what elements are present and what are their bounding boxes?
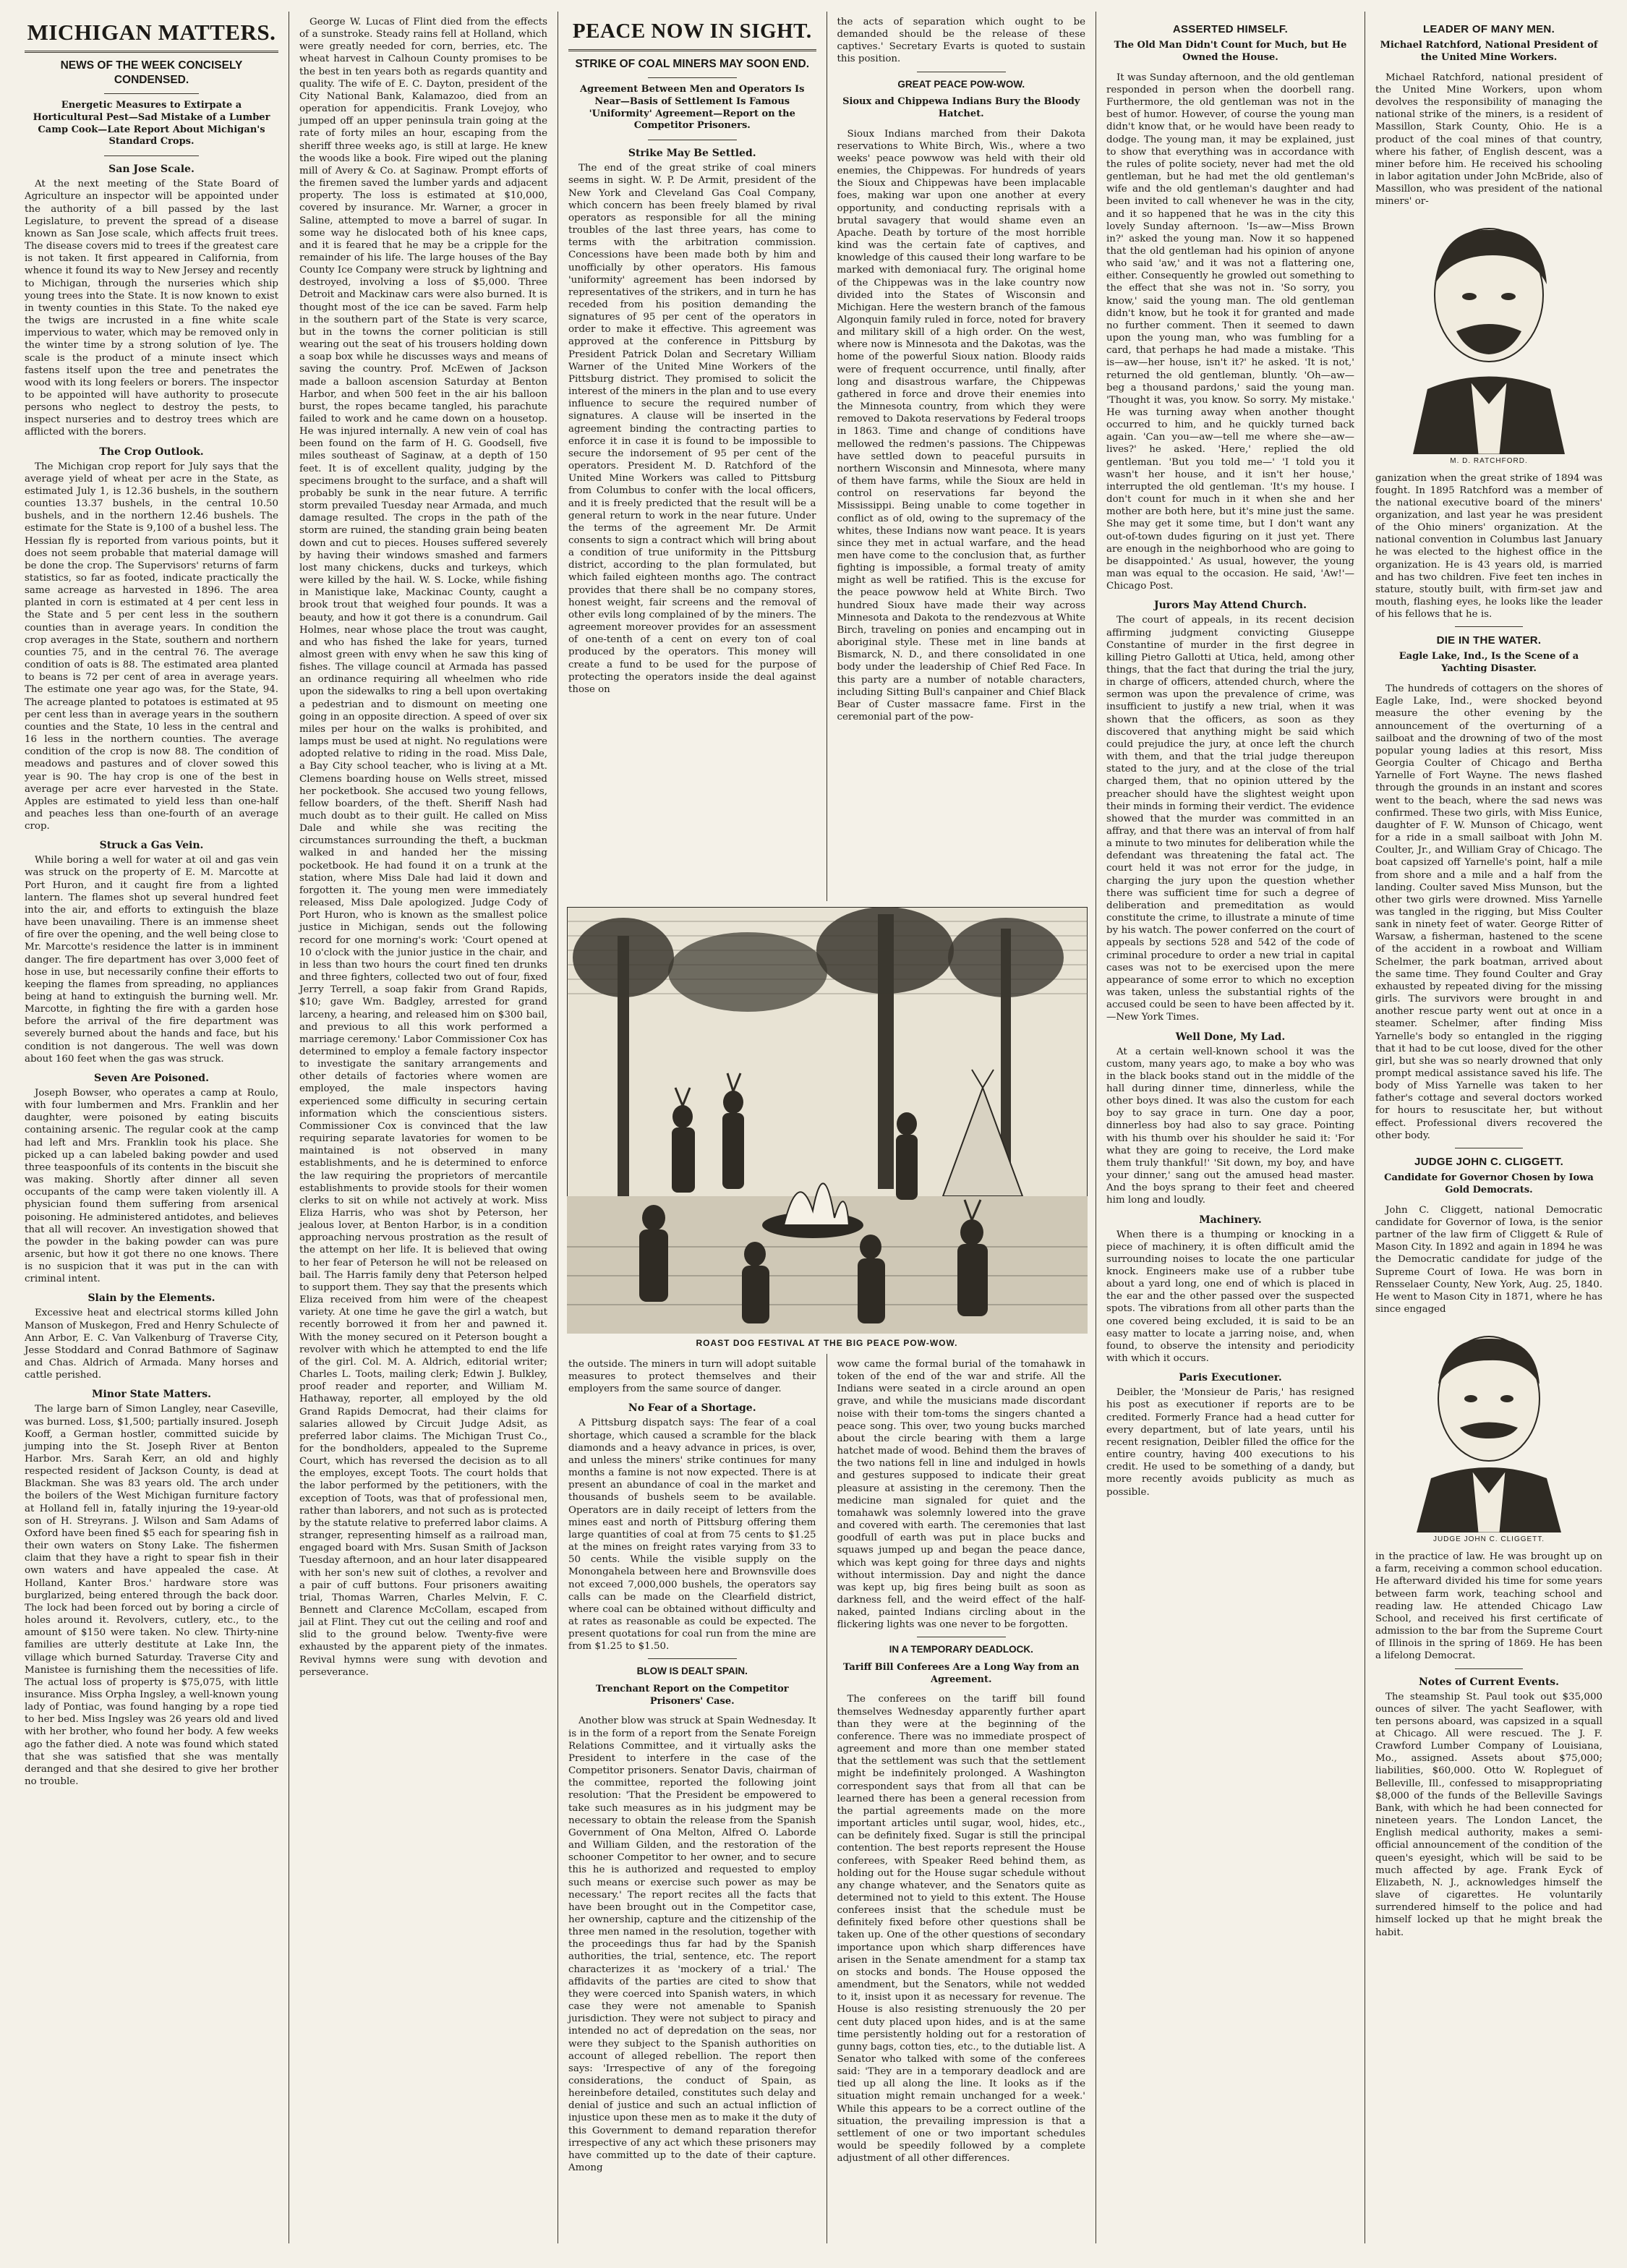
article-text: Michael Ratchford, national president of the United Mine Workers, upon whom devolves the responsibility of managing the national strike of the miners, is a resident of Massillon, Stark County, Ohio. He is a product of the coal mines of that country, where his father, of English descent, was a miner before him. He received his schooling in labor agitation under John McBride, also of Massillon, who was president of the national miners' or- bbox=[1375, 72, 1602, 208]
subdeck: The Old Man Didn't Count for Much, but He Owned the House. bbox=[1114, 40, 1347, 63]
column-powwow-bottom bbox=[827, 1354, 1096, 2243]
column-powwow-top bbox=[827, 12, 1096, 901]
article-text: At a certain well-known school it was the custom, many years ago, to make a boy who was in the black books stand out in the middle of the hall during dinner time, dinnerless, while the other boys dined. It was also the custom for each boy to say grace in turn. One day a poor, dinnerless boy had also to say grace. Pointing with his thumb over his shoulder he said it: 'For what they are going to receive, the Lord make them truly thankful!' 'Sit down, my boy, and have your dinner,' sang out the amused head master. And the boys sprang to their feet and cheered him long and loudly. bbox=[1106, 1046, 1354, 1206]
section-head: Strike May Be Settled. bbox=[628, 148, 756, 160]
deck-strike-end: STRIKE OF COAL MINERS MAY SOON END. bbox=[575, 57, 810, 70]
column-asserted-himself bbox=[1096, 12, 1365, 2243]
article-text: The large barn of Simon Langley, near Caseville, was burned. Loss, $1,500; partially insured. Joseph Kooff, a German hostler, committed suicide by jumping into the St. Joseph River at Benton Harbor. Mrs. Sarah Kerr, an old and highly respected resident of Jackson County, is dead at Blackman. She was 83 years old. The arch under the boilers of the West Michigan furniture factory at Holland fell in, fatally injuring the 19-year-old son of H. Streyrans. J. Wilson and Sam Adams of Oxford have been fined $5 each for spearing fish in their own waters on Stony Lake. The fishermen claim that they have a right to spear fish in their own waters and have appealed the case. At Holland, Kanter Bros.' hardware store was burglarized, being entered through the back door. The lock had been forced out by boring a circle of holes around it. Revolvers, cutlery, etc., to the amount of $150 were taken. No clew. Thirty-nine families are utterly destitute at Lake Inn, the village which burned Saturday. Traverse City and Manistee is furnishing them the necessities of life. The actual loss of property is $75,075, with little insurance. Miss Orpha Ingsley, a well-known young lady of Pontiac, was found hanging by a rope tied to her bed. Miss Ingsley was 26 years old and lived with her brother, who found her body. A few weeks ago the father died. A note was found which stated that she was satisfied that she was mentally deranged and that she desired to give her brother no trouble. bbox=[25, 1404, 278, 1788]
article-text: ganization when the great strike of 1894 was fought. In 1895 Ratchford was a member of the national executive board of the miners' organization, and last year he was president of the Ohio miners' organization. At the national convention in Columbus last January he was elected to the highest office in the organization. He is 43 years old, is married and has two children. Five feet ten inches in stature, stoutly built, with firm-set jaw and mouth, flashing eyes, he looks like the leader of his fellows that he is. bbox=[1375, 472, 1602, 621]
headline-asserted-himself: ASSERTED HIMSELF. bbox=[1172, 23, 1289, 35]
article-text: George W. Lucas of Flint died from the effects of a sunstroke. Steady rains fell at Holland, which were greatly needed for corn, berries, etc. The wheat harvest in Calhoun County promises to be the best in ten years both as regards quantity and quality. The wife of E. C. Dayton, president of the City National Bank, Kalamazoo, died from an operation for appendicitis. Frank Lovejoy, who jumped off an upper peninsula train going at the rate of forty miles an hour, escaping from the sheriff three weeks ago, is still at large. He knew the woods like a book. Fire wiped out the planing mill of Avery & Co. at Saginaw. Prompt efforts of the firemen saved the lumber yards and adjacent property. The loss is estimated at $10,000, covered by insurance. Mr. Warner, a grocer in Saline, attempted to move a barrel of sugar. In some way he dislocated both of his knee caps, and it is feared that he may be a cripple for the remainder of his life. The large houses of the Bay County Ice Company were struck by lightning and destroyed, involving a loss of $5,000. Three Detroit and Mackinaw cars were also burned. It is thought most of the ice can be saved. Farm help in the southern part of the State is very scarce, but in the towns the corner politician is still wearing out the seat of his trousers holding down a soap box while he discusses ways and means of saving the country. Prof. McEwen of Jackson made a balloon ascension Saturday at Benton Harbor, and when 500 feet in the air his balloon burst, the ropes became tangled, his parachute failed to work and he came down on a housetop. He was injured internally. A new vein of coal has been found on the farm of H. G. Goodsell, five miles southeast of Saginaw, at a depth of 150 feet. It is of excellent quality, judging by the specimens brought to the surface, and a shaft will probably be sunk in the near future. A terrific storm prevailed Tuesday near Armada, and much damage resulted. The crops in the path of the storm are ruined, the standing grain being beaten down and cut to pieces. Houses suffered severely by having their windows smashed and farmers lost many chickens, ducks and turkeys, which were killed by the hail. W. S. Locke, while fishing in Manistique lake, Mackinac County, caught a brook trout that weighed four pounds. It was a beauty, and how it got there is a conundrum. Gail Holmes, near whose place the trout was caught, and who has fished the lake for years, turned almost green with envy when he saw this king of fishes. The village council at Armada has passed an ordinance requiring all wheelmen who ride upon the sidewalks to ring a bell upon overtaking a pedestrian and to dismount on meeting one going in an opposite direction. A speed of over six miles per hour on the walks is prohibited, and lamps must be used at night. No regulations were adopted relative to riding in the road. Miss Dale, a Bay City school teacher, who is living at a Mt. Clemens boarding house on Wells street, missed her pocketbook. She accused two young fellows, fellow boarders, of the theft. Sheriff Nash had much doubt as to their guilt. He called on Miss Dale and while she was reciting the circumstances surrounding the theft, a buckman walked in and handed her the missing pocketbook. He had found it on a trunk at the station, where Miss Dale had laid it down and forgotten it. The young men were immediately released, Miss Dale apologized. Judge Cody of Port Huron, who is known as the smallest police justice in Michigan, sends out the following record for one morning's work: 'Court opened at 10 o'clock with the junior justice in the chair, and in less than two hours the court fined ten drunks and three fighters, collected two out of four, fixed Jerry Terrell, a soap fakir from Grand Rapids, $10; gave Wm. Badgley, arrested for grand larceny, a hearing, and released him on $300 bail, and previous to all this work performed a marriage ceremony.' Labor Commissioner Cox has determined to employ a female factory inspector to investigate the sanitary arrangements and other details of factories where women are employed, the male inspectors having experienced some difficulty in securing certain information which the conscientious sisters. Commissioner Cox is convinced that the law requiring separate lavatories for women to be maintained is not observed in many establishments, and he is determined to enforce the law requiring the proprietors of mercantile establishments to provide stools for their women clerks to sit on while not actively at work. Miss Eliza Harris, who was shot by Peterson, her jealous lover, at Benton Harbor, is in a condition approaching nervous prostration as the result of the attempt on her life. It is believed that owing to her fear of Peterson he will not be released on bail. The Harris family deny that Peterson helped to support them. They say that the presents which Eliza received from him were of the cheapest variety. At one time he gave the girl a watch, but recently borrowed it from her and pawned it. With the money secured on it Peterson bought a revolver with which he attempted to end the life of the girl. Col. M. A. Aldrich, editorial writer; Charles L. Toots, mailing clerk; Edwin J. Bulkley, proof reader and reporter, and William M. Hathaway, reporter, all employed by the old Grand Rapids Democrat, had their claims for salaries allowed by Circuit Judge Adsit, as preferred labor claims. The Michigan Trust Co., for the bondholders, appealed to the Supreme Court, which has reversed the decision as to all the employes, except Toots. The court holds that the labor performed by the petitioners, with the exception of Toots, was that of professional men, rather than laborers, and not such as is protected by the statute relative to preferred labor claims. A stranger, representing himself as a railroad man, engaged board with Mrs. Susan Smith of Jackson Tuesday afternoon, and an hour later disappeared with her son's new suit of clothes, a revolver and a pair of cuff buttons. Four prisoners awaiting trial, Thomas Warren, Charles Melvin, F. C. Bennett and Clarence McCollam, escaped from jail at Flint. They cut out the ceiling and roof and slid to the ground below. Twenty-five were exhausted by the apparent piety of the inmates. Revival hymns were sung with devotion and perseverance. bbox=[299, 17, 547, 1678]
subdeck: Energetic Measures to Extirpate a Horticultural Pest—Sad Mistake of a Lumber Camp Cook—Late Report About Michigan's Standard Crops. bbox=[33, 99, 270, 148]
subdeck: Sioux and Chippewa Indians Bury the Bloody Hatchet. bbox=[842, 95, 1080, 119]
headline-peace-now-in-sight: PEACE NOW IN SIGHT. bbox=[572, 20, 812, 43]
article-text: At the next meeting of the State Board of Agriculture an inspector will be appointed under the authority of a bill passed by the last Legislature, to prevent the spread of a disease known as San Jose scale, which affects fruit trees. The disease covers mid to trees if the greatest care is not taken. It first appeared in California, from whence it found its way to New Jersey and recently to Michigan, through the nurseries which ship young trees into the State. It is now known to exist in twenty counties in this State. To the naked eye the twigs are incrusted in a fine white scale impervious to water, which may be removed only in the winter time by a strong solution of lye. The scale is the product of a minute insect which fastens itself upon the tree and penetrates the wood with its long feelers or borers. The inspector to be appointed will have authority to prosecute persons who neglect to destroy the pests, to inspect nurseries and to destroy trees which are afflicted with the borers. bbox=[25, 179, 278, 438]
subdeck: Michael Ratchford, National President of the United Mine Workers. bbox=[1380, 40, 1598, 63]
subdeck: Tariff Bill Conferees Are a Long Way from an Agreement. bbox=[842, 1661, 1080, 1685]
column-peace-bottom bbox=[558, 1354, 827, 2243]
portrait-cliggett bbox=[1391, 1323, 1587, 1532]
portrait-caption: JUDGE JOHN C. CLIGGETT. bbox=[1432, 1535, 1545, 1544]
section-head: Jurors May Attend Church. bbox=[1154, 600, 1307, 612]
divider bbox=[104, 93, 199, 94]
article-text: It was Sunday afternoon, and the old gentleman responded in person when the doorbell rang. Furthermore, the old gentleman was not in the best of humor. However, of course the young man didn't know that, or he would have been ready to dodge. The young man, it may be explained, just to show that everything was in accordance with the rules of polite society, never had met the old gentleman, but he had met the old gentleman's wife and the old gentleman's daughter and had been invited to call whenever he was in the city, and it so happened that he was in the city this lovely Sunday afternoon. 'Is—aw—Miss Brown in?' asked the young man. Now it so happened that the old gentleman had his opinion of anyone who said 'aw,' and it was not a flattering one, either. Consequently he growled out something to the effect that she was not in. 'So sorry, you know,' said the young man. The old gentleman didn't know, but he took it for granted and made no further comment. Then it seemed to dawn upon the young man, who was fumbling for a card, that perhaps he had made a mistake. 'This is—aw—her house, isn't it?' he asked. 'It is not,' returned the old gentleman, bluntly. 'Oh—aw—beg a thousand pardons,' said the young man. 'Thought it was, you know. So sorry. My mistake.' He was turning away when another thought occurred to him, and he quickly turned back again. 'Can you—aw—tell me where she—aw—lives?' he asked. 'Here,' replied the old gentleman. 'But you told me—' 'I told you it wasn't her house, and it isn't her house,' interrupted the old gentleman. 'It's my house. I don't count for much in it when she and her mother are both here, but it's mine just the same. She may get it some time, but I don't want any out-of-town dudes figuring on it just yet. There are enough in the neighborhood who are going to be disappointed.' As usual, however, the young man was equal to the occasion. He said, 'Aw!'—Chicago Post. bbox=[1106, 72, 1354, 592]
article-text: John C. Cliggett, national Democratic candidate for Governor of Iowa, is the senior partner of the law firm of Cliggett & Rule of Mason City. In 1892 and again in 1894 he was the Democratic candidate for judge of the Supreme Court of Iowa. He was born in Rensselaer County, New York, Aug. 25, 1840. He went to Mason City in 1871, where he has since engaged bbox=[1375, 1204, 1602, 1315]
article-text: The hundreds of cottagers on the shores of Eagle Lake, Ind., were shocked beyond measure the other evening by the announcement of the overturning of a sailboat and the drowning of two of the most popular young ladies at this resort, Miss Georgia Coulter of Chicago and Bertha Yarnelle of Fort Wayne. The news flashed through the grounds in an instant and scores went to the beach, where the sad news was confirmed. These two girls, with Miss Eunice, daughter of F. W. Munson of Chicago, went for a ride in a small sailboat with John M. Coulter, Jr., and William Gray of Chicago. The boat capsized off Yarnelle's point, half a mile from shore and a mile and a half from the landing. Coulter saved Miss Munson, but the other two girls were drowned. Miss Yarnelle was tangled in the rigging, but Miss Coulter sank in ninety feet of water. George Ritter of Warsaw, a fisherman, hastened to the scene of the accident in a rowboat and William Schelmer, the park boatman, arrived about the same time. They found Coulter and Gray exhausted by repeated diving for the missing girls. The survivors were brought in and another rescue party went out at once in a steamer. Schelmer, after finding Miss Yarnelle's body so entangled in the rigging that it had to be cut loose, dived for the other girl, but she was so nearly drowned that only prompt medical assistance saved his life. The body of Miss Yarnelle was taken to her father's cottage and several doctors worked for hours to resuscitate her, but without effect. Professional divers recovered the other body. bbox=[1375, 683, 1602, 1141]
subdeck: Eagle Lake, Ind., Is the Scene of a Yachting Disaster. bbox=[1398, 651, 1579, 675]
headline-leader-of-many-men: LEADER OF MANY MEN. bbox=[1422, 23, 1555, 35]
headline-blow-dealt-spain: BLOW IS DEALT SPAIN. bbox=[636, 1666, 748, 1677]
subdeck: Candidate for Governor Chosen by Iowa Gold Democrats. bbox=[1384, 1172, 1594, 1195]
section-head: No Fear of a Shortage. bbox=[628, 1402, 756, 1415]
portrait-caption: M. D. RATCHFORD. bbox=[1450, 456, 1528, 465]
article-text: in the practice of law. He was brought up on a farm, receiving a common school education. He afterward divided his time for some years between farm work, teaching school and reading law. He attended Chicago Law School, and received his first certificate of admission to the bar from the Supreme Court of Illinois in the spring of 1869. He has been a lifelong Democrat. bbox=[1375, 1551, 1602, 1662]
center-spread bbox=[558, 12, 1096, 2243]
column-leader-of-men bbox=[1365, 12, 1613, 2243]
column-peace-top bbox=[558, 12, 827, 901]
article-text: Excessive heat and electrical storms killed John Manson of Muskegon, Fred and Henry Schulecte of Ann Arbor, E. C. Van Valkenburg of Traverse City, Jesse Stoddard and Conrad Bathmore of Saginaw and Chas. Aldrich of Armada. Many horses and cattle perished. bbox=[25, 1308, 278, 1381]
engraving-image bbox=[567, 907, 1088, 1334]
divider bbox=[568, 49, 816, 51]
headline-great-peace-powwow: GREAT PEACE POW-WOW. bbox=[897, 78, 1025, 90]
section-head: Machinery. bbox=[1199, 1214, 1262, 1226]
article-text: the acts of separation which ought to be demanded should be the release of these captives.' Secretary Evarts is quoted to sustain this position. bbox=[837, 17, 1085, 65]
article-text: The conferees on the tariff bill found themselves Wednesday apparently further apart than they were at the beginning of the conference. There was no immediate prospect of agreement and more than one member stated that the settlement was such that the settlement might be indefinitely prolonged. A Washington correspondent says that from all that can be learned there has been a general recession from the partial agreements made on the more important articles until sugar, wool, hides, etc., can be definitely fixed. Sugar is still the principal contention. The best reports represent the House conferees, with Speaker Reed behind them, as holding out for the House sugar schedule without any change whatever, and the Senators quite as determined not to yield to this extent. The House conferees insist that the schedule must be definitely fixed before other questions shall be taken up. One of the other questions of secondary importance upon which sharp differences have arisen in the Senate amendment for a stamp tax on stocks and bonds. The House opposed the amendment, but the Senators, while not wedded to it, insist upon it as necessary for revenue. The House is also resisting strenuously the 20 per cent duty placed upon hides, and is at the same time persistently holding out for a restoration of gunny bags, cotton ties, etc., to the dutiable list. A Senator who talked with some of the conferees said: 'They are in a temporary deadlock and are tied up all along the line. It looks as if the situation might remain unchanged for a week.' While this appears to be a correct outline of the situation, the prevailing impression is that a settlement of one or two important schedules would be speedily followed by a complete adjustment of all other differences. bbox=[837, 1694, 1085, 2165]
article-text: The court of appeals, in its recent decision affirming judgment convicting Giuseppe Constantine of murder in the first degree in killing Pietro Gallotti at Utica, held, among other things, that the fact that during the trial the jury, in charge of officers, attended church, where the sermon was upon the prevalence of crime, was insufficient to justify a new trial, when it was shown that the officers, as soon as they discovered that anything might be said which could prejudice the jury, at once left the church with them, and that the trial judge thereupon stated to the jury, and at the close of the trial charged them, that no opinion uttered by the preacher should have the slightest weight upon their minds in forming their verdict. The evidence showed that the murder was committed in an affray, and that there was an interval of from half a minute to two minutes for deliberation while the defendant was threatening the fatal act. The court held it was not error for the judge, in charging the jury upon the question whether there was sufficient time for such a degree of deliberation and premeditation as would constitute the crime, to illustrate a minute of time by his watch. The power conferred on the court of appeals by sections 528 and 542 of the code of criminal procedure to order a new trial in capital cases was not to be exercised upon the mere appearance of some error to which no exception was taken, unless the substantial rights of the accused could be seen to have been affected by it.—New York Times. bbox=[1106, 615, 1354, 1023]
illustration-roast-dog-festival bbox=[558, 907, 1096, 1348]
section-head: San Jose Scale. bbox=[108, 163, 195, 176]
divider bbox=[104, 155, 199, 156]
article-text: wow came the formal burial of the tomahawk in token of the end of the war and strife. All the Indians were seated in a circle around an open grave, and while the musicians made discordant noise with their tom-toms the singers chanted a peace song. This over, two young bucks marched about the circle bearing with them a large hatchet made of wood. Behind them the braves of the two nations fell in line and indulged in howls and gestures supposed to indicate their great pleasure at assisting in the ceremony. Then the medicine man signaled for quiet and the tomahawk was solemnly lowered into the grave and covered with earth. The ceremonies that last goodfull of earth was put in place bucks and squaws jumped up and began the peace dance, which was kept going for three days and nights without intermission. Day and night the dance was kept up, big fires being built as soon as darkness fell, and the weird effect of the half-naked, painted Indians circling about in the flickering lights was one never to be forgotten. bbox=[837, 1359, 1085, 1631]
article-text: the outside. The miners in turn will adopt suitable measures to protect themselves and their employers from the same source of danger. bbox=[568, 1359, 816, 1395]
section-head: Struck a Gas Vein. bbox=[99, 840, 204, 852]
section-head: Notes of Current Events. bbox=[1418, 1676, 1560, 1688]
deck-news-of-week: NEWS OF THE WEEK CONCISELY CONDENSED. bbox=[60, 59, 243, 86]
article-text: Another blow was struck at Spain Wednesday. It is in the form of a report from the Senate Foreign Relations Committee, and it virtually asks the President to interfere in the case of the Competitor prisoners. Senator Davis, chairman of the committee, reported the following joint resolution: 'That the President be empowered to take such measures as in his judgment may be necessary to obtain the release from the Spanish Government of Ona Melton, Alfred O. Laborde and William Gilden, and the restoration of the schooner Competitor to her owner, and to secure this he is authorized and requested to employ such means or exercise such power as may be necessary.' The report recites all the facts that have been brought out in the Competitor case, her ownership, capture and the citizenship of the three men named in the resolution, together with the proceedings thus far had by the Spanish authorities, the trial, sentence, etc. The report characterizes it as 'mockery of a trial.' The affidavits of the parties are cited to show that they were coerced into Spanish waters, in which case they were not amenable to Spanish jurisdiction. They were not subject to piracy and intended no act of depredation on the seas, nor were they subject to the Spanish authorities on account of alleged rebellion. The report then says: 'Irrespective of any of the foregoing considerations, the conduct of Spain, as hereinbefore detailed, constitutes such delay and denial of justice and such an actual infliction of injustice upon these men as to make it the duty of this Government to demand reparation therefor irrespective of any act which these prisoners may have committed up to the date of their capture. Among bbox=[568, 1715, 816, 2174]
article-text: A Pittsburg dispatch says: The fear of a coal shortage, which caused a scramble for the black diamonds and a heavy advance in prices, is over, and unless the miners' strike continues for many months a famine is not now expected. There is at present an abundance of coal in the market and thousands of bushels seem to be available. Operators are in daily receipt of letters from the mines east and north of Pittsburg offering them large quantities of coal at from 75 cents to $1.25 at the mines on freight rates varying from 33 to 50 cents. While the visible supply on the Monongahela between here and Brownsville does not exceed 7,000,000 bushels, the operators say calls can be made on the Clearfield district, where coal can be obtained without difficulty and at rates as reasonable as could be expected. The present quotations for coal run from the mine are from $1.25 to $1.50. bbox=[568, 1418, 816, 1653]
column-state-items bbox=[289, 12, 558, 2243]
section-head: Seven Are Poisoned. bbox=[94, 1072, 209, 1084]
illustration-caption: ROAST DOG FESTIVAL AT THE BIG PEACE POW-WOW. bbox=[696, 1338, 958, 1348]
portrait-ratchford bbox=[1384, 216, 1594, 454]
article-text: While boring a well for water at oil and gas vein was struck on the property of E. M. Marcotte at Port Huron, and it caught fire from a lighted lantern. The flames shot up several hundred feet into the air, and efforts to extinguish the blaze have been unavailing. There is an immense sheet of fire over the opening, and the well being close to Mr. Marcotte's residence the latter is in imminent danger. The fire department has over 3,000 feet of hose in use, but necessarily confine their efforts to keeping the flames from spreading, no appliances being at hand to extinguish the burning well. Mr. Marcotte, in fighting the fire with a garden hose before the arrival of the fire department was severely burned about the hands and face, but his condition is not dangerous. The well was down about 160 feet when the gas was struck. bbox=[25, 855, 278, 1065]
article-text: When there is a thumping or knocking in a piece of machinery, it is often difficult amid the surrounding noises to locate the one particular knock. Engineers make use of a rubber tube about a yard long, one end of which is placed in the ear and the other passed over the suspected spots. The vibrations from all other parts than the one covered being excluded, it is said to be an easy matter to locate a jarring noise, and, when found, to observe the intensity and periodicity with which it occurs. bbox=[1106, 1229, 1354, 1365]
masthead-michigan-matters: MICHIGAN MATTERS. bbox=[27, 20, 276, 45]
section-head: Paris Executioner. bbox=[1179, 1372, 1282, 1384]
headline-judge-cliggett: JUDGE JOHN C. CLIGGETT. bbox=[1414, 1155, 1564, 1168]
divider bbox=[648, 77, 737, 78]
divider bbox=[1455, 626, 1523, 627]
section-head: Slain by the Elements. bbox=[87, 1292, 215, 1305]
article-text: The steamship St. Paul took out $35,000 ounces of silver. The yacht Seaflower, with ten persons aboard, was capsized in a squall at Chicago. All were rescued. The J. F. Crawford Lumber Company of Louisiana, Mo., assigned. Assets about $75,000; liabilities, $60,000. Otto W. Ropleguet of Belleville, Ill., confessed to misappropriating $8,000 of the funds of the Belleville Savings Bank, with which he had been connected for nineteen years. The London Lancet, the English medical authority, makes a semi-official announcement of the condition of the queen's eyesight, which will be said to be much affected by age. Frank Eyck of Elizabeth, N. J., acknowledges himself the slave of cigarettes. He voluntarily surrendered himself to the police and had himself locked up that he might break the habit. bbox=[1375, 1691, 1602, 1938]
divider bbox=[25, 51, 278, 53]
subdeck: Agreement Between Men and Operators Is Near—Basis of Settlement Is Famous 'Uniformity' Agreement—Report on the Competitor Prisoners. bbox=[580, 83, 805, 132]
divider bbox=[1455, 1668, 1523, 1669]
article-text: Joseph Bowser, who operates a camp at Roulo, with four lumbermen and Mrs. Franklin and her daughter, were poisoned by eating biscuits containing arsenic. The regular cook at the camp had left and Mrs. Franklin took his place. She picked up a can labeled baking powder and used three teaspoonfuls of its contents in the biscuit she was making. Shortly after dinner all seven occupants of the camp were taken violently ill. A physician found them suffering from arsenical poisoning. He administered antidotes, and believes that all will recover. An investigation showed that the powder in the baking powder can was pure arsenic, but how it got there no one knows. There is no suspicion that it was put in the can with criminal intent. bbox=[25, 1087, 278, 1285]
headline-die-in-water: DIE IN THE WATER. bbox=[1436, 634, 1542, 647]
section-head: Well Done, My Lad. bbox=[1175, 1031, 1286, 1043]
article-text: Deibler, the 'Monsieur de Paris,' has resigned his post as executioner if reports are to be credited. Formerly France had a head cutter for every department, but of late years, until his recent resignation, Deibler filled the office for the entire country, having 400 executions to his credit. He used to be something of a dandy, but more recently avoids publicity as much as possible. bbox=[1106, 1387, 1354, 1498]
article-text: Sioux Indians marched from their Dakota reservations to White Birch, Wis., where a two weeks' peace powwow was held with their old enemies, the Chippewas. For hundreds of years the Sioux and Chippewas have been implacable foes, making war upon one another at every opportunity, and conducting reprisals with a brutal savagery that would shame even an Apache. Death by torture of the most horrible kind was the certain fate of captives, and knowledge of this caused their long warfare to be marked with demoniacal fury. The original home of the Chippewas was in the lake country now divided into the States of Wisconsin and Michigan. Here the western branch of the famous Algonquin family ruled in force, noted for bravery and military skill of a high order. On the west, where now is Minnesota and the Dakotas, was the home of the powerful Sioux nation. Bloody raids were of frequent occurrence, until finally, after long and disastrous warfare, the Chippewas gathered in force and drove their enemies into the Minnesota country, from which they were removed to Dakota reservations by Federal troops in 1863. Time and change of conditions have mellowed the redmen's passions. The Chippewas have settled down to peaceful pursuits in northern Wisconsin and Minnesota, where many of them have farms, while the Sioux are held in control on reservations far beyond the Mississippi. Being unable to come together in conflict as of old, owing to the supremacy of the whites, these Indians now want peace. It is years since they met in actual warfare, and the head men have come to the conclusion that, as further fighting is impossible, a formal treaty of amity might as well be ratified. This is the excuse for the peace powwow held at White Birch. Two hundred Sioux have made their way across Minnesota and Dakota to the rendezvous at White Birch, traveling on ponies and encamping out in aboriginal style. These met in line bands at Bismarck, N. D., and there consolidated in one body under the leadership of Chief Red Face. In this party are a number of notable characters, including Sitting Bull's canpainer and Chief Black Bear of Custer massacre fame. First in the ceremonial part of the pow- bbox=[837, 128, 1085, 723]
article-text: The Michigan crop report for July says that the average yield of wheat per acre in the State, as estimated July 1, is 12.36 bushels, in the southern counties 13.37 bushels, in the central 10.50 bushels, and in the northern 12.46 bushels. The estimate for the State is 9,100 of a bushel less. The Hessian fly is reported from various points, but it does not seem probable that material damage will be done the crop. The Supervisors' returns of farm statistics, so far as footed, indicate practically the same acreage as harvested in 1896. The area planted in corn is estimated at 4 per cent less in the State and 5 per cent less in the southern counties than in average years. In condition the crop averages in the State, southern and northern counties 75, and in the central 76. The average condition of oats is 88. The estimated area planted to beans is 72 per cent of area in average years. The estimate one year ago was, for the State, 94. The acreage planted to potatoes is estimated at 95 per cent less than in average years in the southern counties and the State, 10 less in the central and 16 less in the northern counties. The average condition of the crop is now 88. The condition of meadows and pastures and of clover sowed this year is 90. The hay crop is one of the best in average per acre ever harvested in the State. Apples are estimated to yield less than one-half and peaches less than one-fourth of an average crop. bbox=[25, 461, 278, 832]
subdeck: Trenchant Report on the Competitor Prisoners' Case. bbox=[595, 1683, 789, 1707]
article-text: The end of the great strike of coal miners seems in sight. W. P. De Armit, president of the New York and Cleveland Gas Coal Company, which concern has been freely blamed by rival operators as responsible for all the mining troubles of the last three years, has come to terms with the arbitration commission. Concessions have been made both by him and unofficially by other operators. His famous 'uniformity' agreement has been indorsed by representatives of the strikers, and in turn he has receded from his position demanding the signatures of 95 per cent of the operators in order to make it effective. This agreement was approved at the conference in Pittsburg by President Patrick Dolan and Secretary William Warner of the United Mine Workers of the Pittsburg district. They promised to solicit the interest of the miners in the plan and to use every influence to secure the required number of signatures. A clause will be inserted in the agreement binding the contracting parties to enforce it in case it is found to be impossible to secure the indorsement of 95 per cent of the operators. President M. D. Ratchford of the United Mine Workers was called to Pittsburg from Columbus to confer with the local officers, and it is freely predicted that the result will be a general return to work in the near future. Under the terms of the agreement Mr. De Armit consents to sign a contract which will bring about a condition of true uniformity in the Pittsburg district, according to the plan formulated, but which failed eighteen months ago. The contract provides that there shall be no company stores, honest weight, fair screens and the removal of other evils long complained of by the miners. The agreement moreover provides for an assessment of one-tenth of a cent on every ton of coal produced by the operators. This money will create a fund to be used for the purpose of protecting the operators inside the deal against those on bbox=[568, 163, 816, 695]
section-head: Minor State Matters. bbox=[91, 1389, 212, 1401]
newspaper-page bbox=[14, 12, 1613, 2243]
headline-temporary-deadlock: IN A TEMPORARY DEADLOCK. bbox=[889, 1644, 1033, 1655]
section-head: The Crop Outlook. bbox=[99, 446, 204, 458]
column-michigan-matters bbox=[14, 12, 289, 2243]
divider bbox=[648, 1658, 737, 1659]
